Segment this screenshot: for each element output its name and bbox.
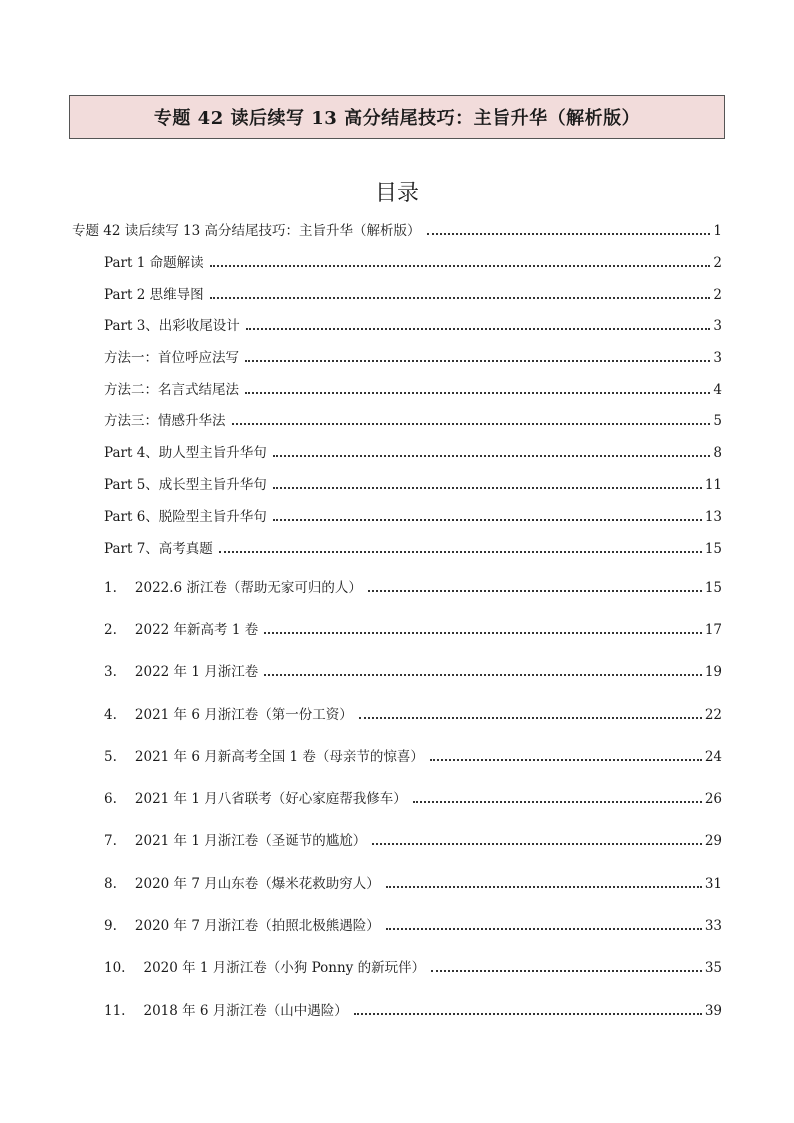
toc-entry-text: 2021 年 6 月新高考全国 1 卷（母亲节的惊喜） bbox=[134, 749, 424, 765]
toc-dot-leader bbox=[245, 360, 710, 362]
toc-page-number: 33 bbox=[704, 918, 722, 934]
toc-page-number: 11 bbox=[704, 477, 722, 493]
toc-entry-number: 11. bbox=[104, 1003, 126, 1019]
toc-heading: 目录 bbox=[374, 181, 419, 206]
toc-dot-leader bbox=[245, 392, 710, 394]
toc-page-number: 8 bbox=[713, 445, 722, 461]
toc-page-number: 2 bbox=[713, 287, 722, 303]
toc-dot-leader bbox=[210, 297, 711, 299]
toc-entry[interactable] bbox=[104, 578, 722, 598]
toc-dot-leader bbox=[210, 265, 711, 267]
toc-page-number: 3 bbox=[713, 350, 722, 366]
toc-page-number: 29 bbox=[704, 833, 722, 849]
toc-entry[interactable] bbox=[104, 662, 722, 682]
toc-page-number: 31 bbox=[704, 876, 722, 892]
toc-entry-number: 2. bbox=[104, 622, 117, 638]
toc-dot-leader bbox=[386, 886, 702, 888]
toc-entry-text: 2018 年 6 月浙江卷（山中遇险） bbox=[143, 1003, 348, 1019]
toc-entry[interactable] bbox=[104, 475, 722, 495]
toc-page-number: 17 bbox=[704, 622, 722, 638]
toc-page-number: 26 bbox=[704, 791, 722, 807]
toc-entry-number: 7. bbox=[104, 833, 117, 849]
toc-entry-number: 3. bbox=[104, 664, 117, 680]
toc-entry-text: 2020 年 1 月浙江卷（小狗 Ponny 的新玩伴） bbox=[143, 960, 426, 976]
toc-entry[interactable] bbox=[104, 539, 722, 559]
toc-entry[interactable] bbox=[72, 221, 722, 241]
toc-page-number: 19 bbox=[704, 664, 722, 680]
toc-entry[interactable] bbox=[104, 253, 722, 273]
toc-dot-leader bbox=[368, 590, 702, 592]
toc-entry-text: 2022 年新高考 1 卷 bbox=[134, 622, 259, 638]
toc-page-number: 39 bbox=[704, 1003, 722, 1019]
toc-entry-number: 9. bbox=[104, 918, 117, 934]
toc-entry-number: 8. bbox=[104, 876, 117, 892]
toc-page-number: 22 bbox=[704, 707, 722, 723]
toc-dot-leader bbox=[273, 455, 711, 457]
toc-entry[interactable] bbox=[104, 411, 722, 431]
toc-dot-leader bbox=[273, 519, 702, 521]
toc-entry[interactable] bbox=[104, 958, 722, 978]
toc-entry-text: 2021 年 6 月浙江卷（第一份工资） bbox=[134, 707, 353, 723]
toc-dot-leader bbox=[219, 551, 702, 553]
toc-page-number: 2 bbox=[713, 255, 722, 271]
toc-dot-leader bbox=[264, 632, 702, 634]
toc-entry-text: 专题 42 读后续写 13 高分结尾技巧：主旨升华（解析版） bbox=[72, 223, 421, 239]
toc-entry[interactable] bbox=[104, 705, 722, 725]
toc-dot-leader bbox=[431, 970, 702, 972]
toc-entry-text: 方法二：名言式结尾法 bbox=[104, 382, 239, 398]
toc-entry-text: Part 6、脱险型主旨升华句 bbox=[104, 509, 267, 525]
toc-entry-text: 2020 年 7 月浙江卷（拍照北极熊遇险） bbox=[134, 918, 380, 934]
toc-entry-text: Part 1 命题解读 bbox=[104, 255, 204, 271]
toc-page-number: 15 bbox=[704, 580, 722, 596]
toc-entry[interactable] bbox=[104, 831, 722, 851]
toc-entry-number: 4. bbox=[104, 707, 117, 723]
toc-entry-text: Part 4、助人型主旨升华句 bbox=[104, 445, 267, 461]
toc-page-number: 15 bbox=[704, 541, 722, 557]
toc-entry[interactable] bbox=[104, 285, 722, 305]
toc-entry-number: 5. bbox=[104, 749, 117, 765]
toc-entry[interactable] bbox=[104, 789, 722, 809]
toc-entry-number: 6. bbox=[104, 791, 117, 807]
toc-dot-leader bbox=[372, 843, 702, 845]
toc-dot-leader bbox=[427, 233, 711, 235]
toc-entry-text: 2022.6 浙江卷（帮助无家可归的人） bbox=[134, 580, 362, 596]
toc-entry[interactable] bbox=[104, 916, 722, 936]
toc-dot-leader bbox=[264, 674, 702, 676]
toc-entry[interactable] bbox=[104, 316, 722, 336]
toc-dot-leader bbox=[232, 423, 711, 425]
toc-dot-leader bbox=[430, 759, 702, 761]
toc-dot-leader bbox=[413, 801, 702, 803]
toc-entry[interactable] bbox=[104, 1001, 722, 1021]
toc-entry-text: 2020 年 7 月山东卷（爆米花救助穷人） bbox=[134, 876, 380, 892]
toc-entry-text: 方法一：首位呼应法写 bbox=[104, 350, 239, 366]
toc-page-number: 4 bbox=[713, 382, 722, 398]
toc-entry[interactable] bbox=[104, 874, 722, 894]
toc-entry[interactable] bbox=[104, 747, 722, 767]
toc-entry[interactable] bbox=[104, 443, 722, 463]
toc-page-number: 5 bbox=[713, 413, 722, 429]
toc-entry-text: 方法三：情感升华法 bbox=[104, 413, 226, 429]
toc-entry-text: 2021 年 1 月浙江卷（圣诞节的尴尬） bbox=[134, 833, 367, 849]
toc-dot-leader bbox=[246, 328, 711, 330]
toc-entry-number: 1. bbox=[104, 580, 117, 596]
toc-page-number: 35 bbox=[704, 960, 722, 976]
document-title: 专题 42 读后续写 13 高分结尾技巧：主旨升华（解析版） bbox=[153, 108, 641, 129]
toc-dot-leader bbox=[359, 717, 702, 719]
document-title-box bbox=[69, 95, 725, 139]
toc-entry-text: 2022 年 1 月浙江卷 bbox=[134, 664, 259, 680]
toc-entry-text: Part 7、高考真题 bbox=[104, 541, 213, 557]
toc-dot-leader bbox=[386, 928, 702, 930]
toc-entry[interactable] bbox=[104, 507, 722, 527]
toc-entry[interactable] bbox=[104, 380, 722, 400]
toc-dot-leader bbox=[273, 487, 702, 489]
toc-page-number: 3 bbox=[713, 318, 722, 334]
toc-entry-text: Part 3、出彩收尾设计 bbox=[104, 318, 240, 334]
toc-entry[interactable] bbox=[104, 348, 722, 368]
toc-page-number: 24 bbox=[704, 749, 722, 765]
toc-entry[interactable] bbox=[104, 620, 722, 640]
toc-page-number: 1 bbox=[713, 223, 722, 239]
toc-entry-text: Part 5、成长型主旨升华句 bbox=[104, 477, 267, 493]
toc-dot-leader bbox=[354, 1013, 702, 1015]
toc-page-number: 13 bbox=[704, 509, 722, 525]
toc-entry-text: Part 2 思维导图 bbox=[104, 287, 204, 303]
toc-entry-text: 2021 年 1 月八省联考（好心家庭帮我修车） bbox=[134, 791, 407, 807]
toc-entry-number: 10. bbox=[104, 960, 126, 976]
